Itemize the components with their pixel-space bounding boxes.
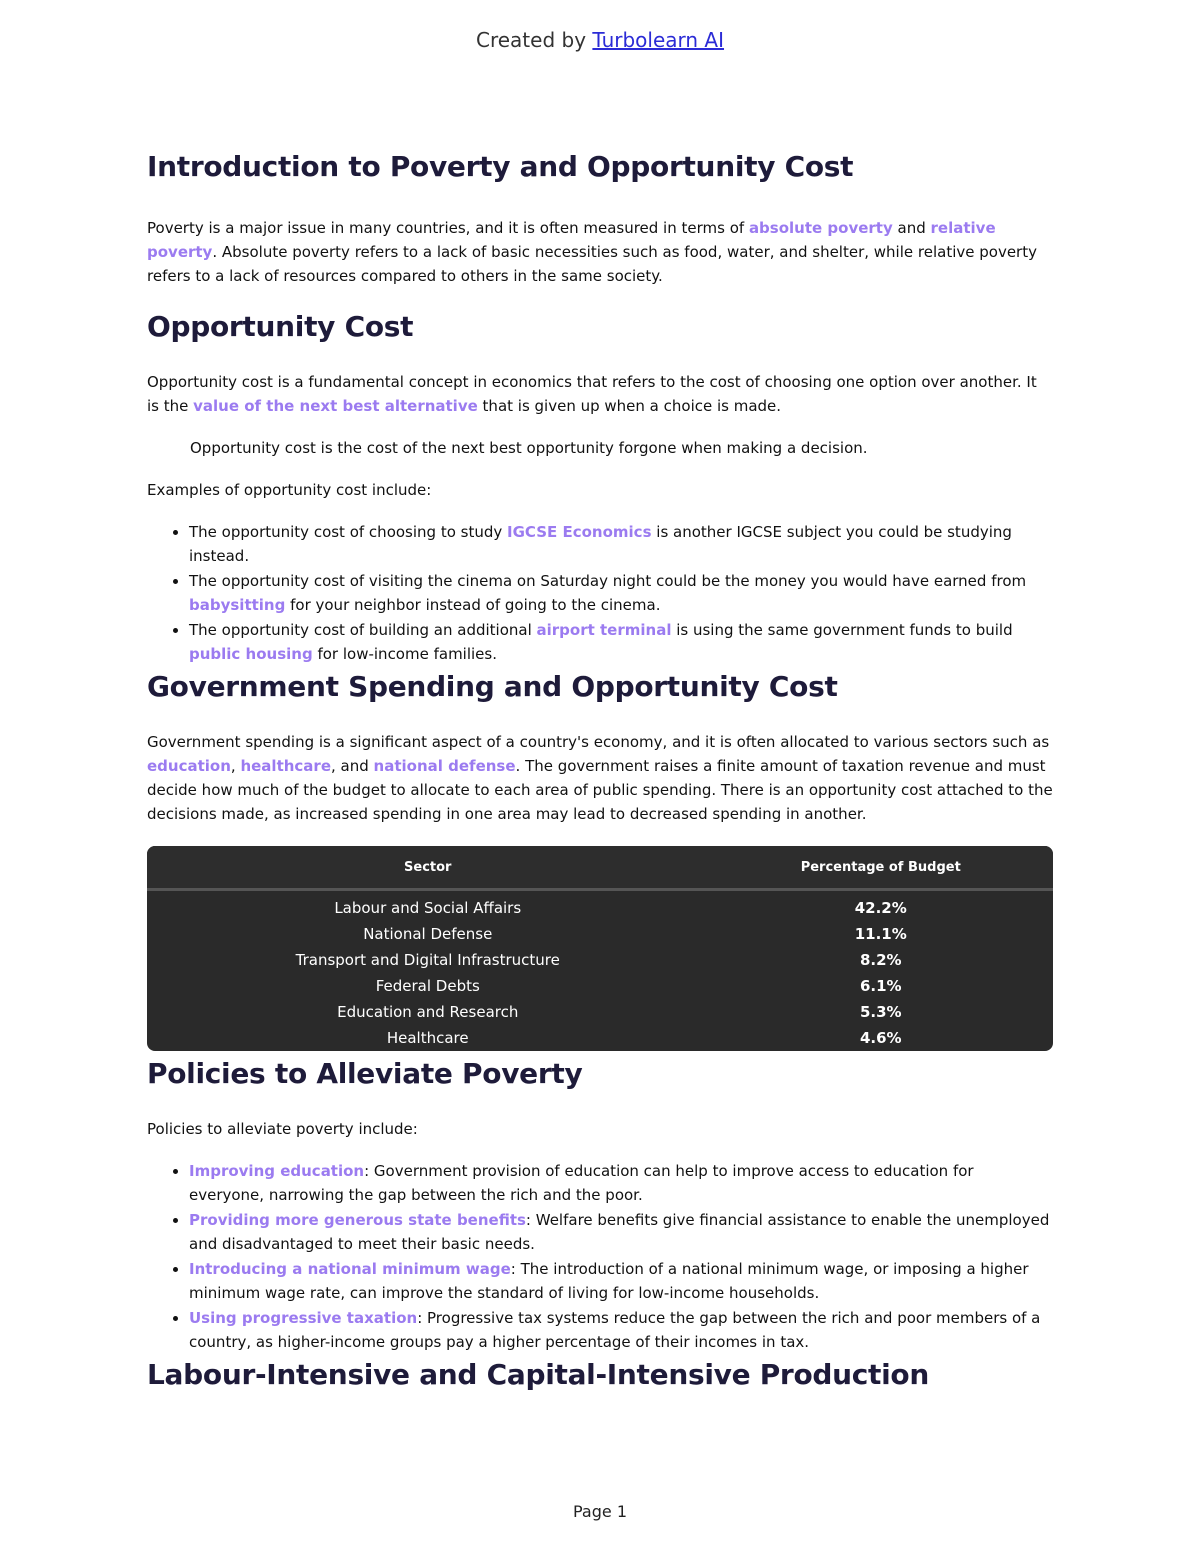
heading-policies: Policies to Alleviate Poverty: [147, 1057, 583, 1090]
sector-cell: Healthcare: [386, 1029, 469, 1047]
list-item: • Improving education: Government provision of education can help to improve access to education for everyone, narrowing the gap between the rich and the poor.: [189, 1159, 1053, 1207]
table-row: [147, 921, 1053, 947]
government-paragraph: Government spending is a significant aspect of a country's economy, and it is often allocated to various sectors such as education, healthcare, and national defense. The government raises a finite amount of taxation revenue and must decide how much of the budget to allocate to each area of public spending. There is an opportunity cost attached to the decisions made, as increased spending in one area may lead to decreased spending in another.: [147, 733, 1053, 823]
list-item: • The opportunity cost of choosing to study IGCSE Economics is another IGCSE subject you could be studying instead.: [189, 520, 1053, 568]
percentage-cell: 4.6%: [859, 1029, 902, 1047]
policies-intro: Policies to alleviate poverty include:: [147, 1120, 418, 1138]
term-education: education: [147, 757, 231, 775]
heading-labour-capital: Labour-Intensive and Capital-Intensive Production: [147, 1358, 930, 1391]
term-public-housing: public housing: [189, 645, 313, 663]
policy-term: Introducing a national minimum wage: [189, 1260, 511, 1278]
page-header: [0, 28, 1200, 52]
column-header-percentage: Percentage of Budget: [709, 846, 1054, 891]
list-item: • The opportunity cost of building an additional airport terminal is using the same government funds to build public housing for low-income families.: [189, 618, 1053, 666]
examples-list: [147, 520, 1053, 666]
sector-cell: Transport and Digital Infrastructure: [295, 951, 560, 969]
term-next-best-alternative: value of the next best alternative: [193, 397, 478, 415]
sector-cell: Labour and Social Affairs: [334, 899, 522, 917]
table-row: [147, 973, 1053, 999]
policy-term: Providing more generous state benefits: [189, 1211, 526, 1229]
page-footer: [0, 1502, 1200, 1521]
intro-paragraph: Poverty is a major issue in many countries, and it is often measured in terms of absolute poverty and relative poverty. Absolute poverty refers to a lack of basic necessities such as food, water, and shelter, while relative poverty refers to a lack of resources compared to others in the same society.: [147, 219, 1037, 285]
policy-term: Improving education: [189, 1162, 365, 1180]
table-row: [147, 999, 1053, 1025]
percentage-cell: 8.2%: [859, 951, 902, 969]
policy-term: Using progressive taxation: [189, 1309, 418, 1327]
page-number: Page 1: [573, 1502, 627, 1521]
percentage-cell: 5.3%: [859, 1003, 902, 1021]
sector-cell: Education and Research: [337, 1003, 519, 1021]
sector-cell: National Defense: [363, 925, 493, 943]
percentage-cell: 42.2%: [854, 899, 907, 917]
definition-quote: Opportunity cost is the cost of the next best opportunity forgone when making a decision.: [190, 439, 868, 457]
list-item: • Introducing a national minimum wage: The introduction of a national minimum wage, or imposing a higher minimum wage rate, can improve the standard of living for low-income households.: [189, 1257, 1053, 1305]
term-igcse-economics: IGCSE Economics: [507, 523, 652, 541]
heading-opportunity-cost: Opportunity Cost: [147, 310, 414, 343]
percentage-cell: 6.1%: [859, 977, 902, 995]
opportunity-paragraph: Opportunity cost is a fundamental concept in economics that refers to the cost of choosing one option over another. It is the value of the next best alternative that is given up when a choice is made.: [147, 373, 1037, 415]
term-relative-poverty: relative poverty: [147, 219, 996, 261]
sector-cell: Federal Debts: [375, 977, 480, 995]
document-content: [147, 150, 1053, 1391]
table-row: [147, 1025, 1053, 1051]
heading-intro: Introduction to Poverty and Opportunity Cost: [147, 150, 854, 183]
column-header-sector: Sector: [147, 846, 709, 891]
turbolearn-link[interactable]: Turbolearn AI: [592, 28, 725, 52]
term-healthcare: healthcare: [240, 757, 332, 775]
heading-government-spending: Government Spending and Opportunity Cost: [147, 670, 838, 703]
list-item: • The opportunity cost of visiting the cinema on Saturday night could be the money you would have earned from babysitting for your neighbor instead of going to the cinema.: [189, 569, 1053, 617]
list-item: • Using progressive taxation: Progressive tax systems reduce the gap between the rich and poor members of a country, as higher-income groups pay a higher percentage of their incomes in tax.: [189, 1306, 1053, 1354]
percentage-cell: 11.1%: [854, 925, 907, 943]
table-header-row: [147, 846, 1053, 891]
term-babysitting: babysitting: [189, 596, 286, 614]
created-by-label: Created by: [475, 28, 587, 52]
table-row: [147, 891, 1053, 921]
examples-intro: Examples of opportunity cost include:: [147, 481, 432, 499]
table-row: [147, 947, 1053, 973]
term-airport-terminal: airport terminal: [536, 621, 672, 639]
term-absolute-poverty: absolute poverty: [748, 219, 893, 237]
term-national-defense: national defense: [373, 757, 516, 775]
budget-table: [147, 846, 1053, 1051]
policies-list: [147, 1159, 1053, 1354]
list-item: • Providing more generous state benefits: Welfare benefits give financial assistance to enable the unemployed and disadvantaged to meet their basic needs.: [189, 1208, 1053, 1256]
